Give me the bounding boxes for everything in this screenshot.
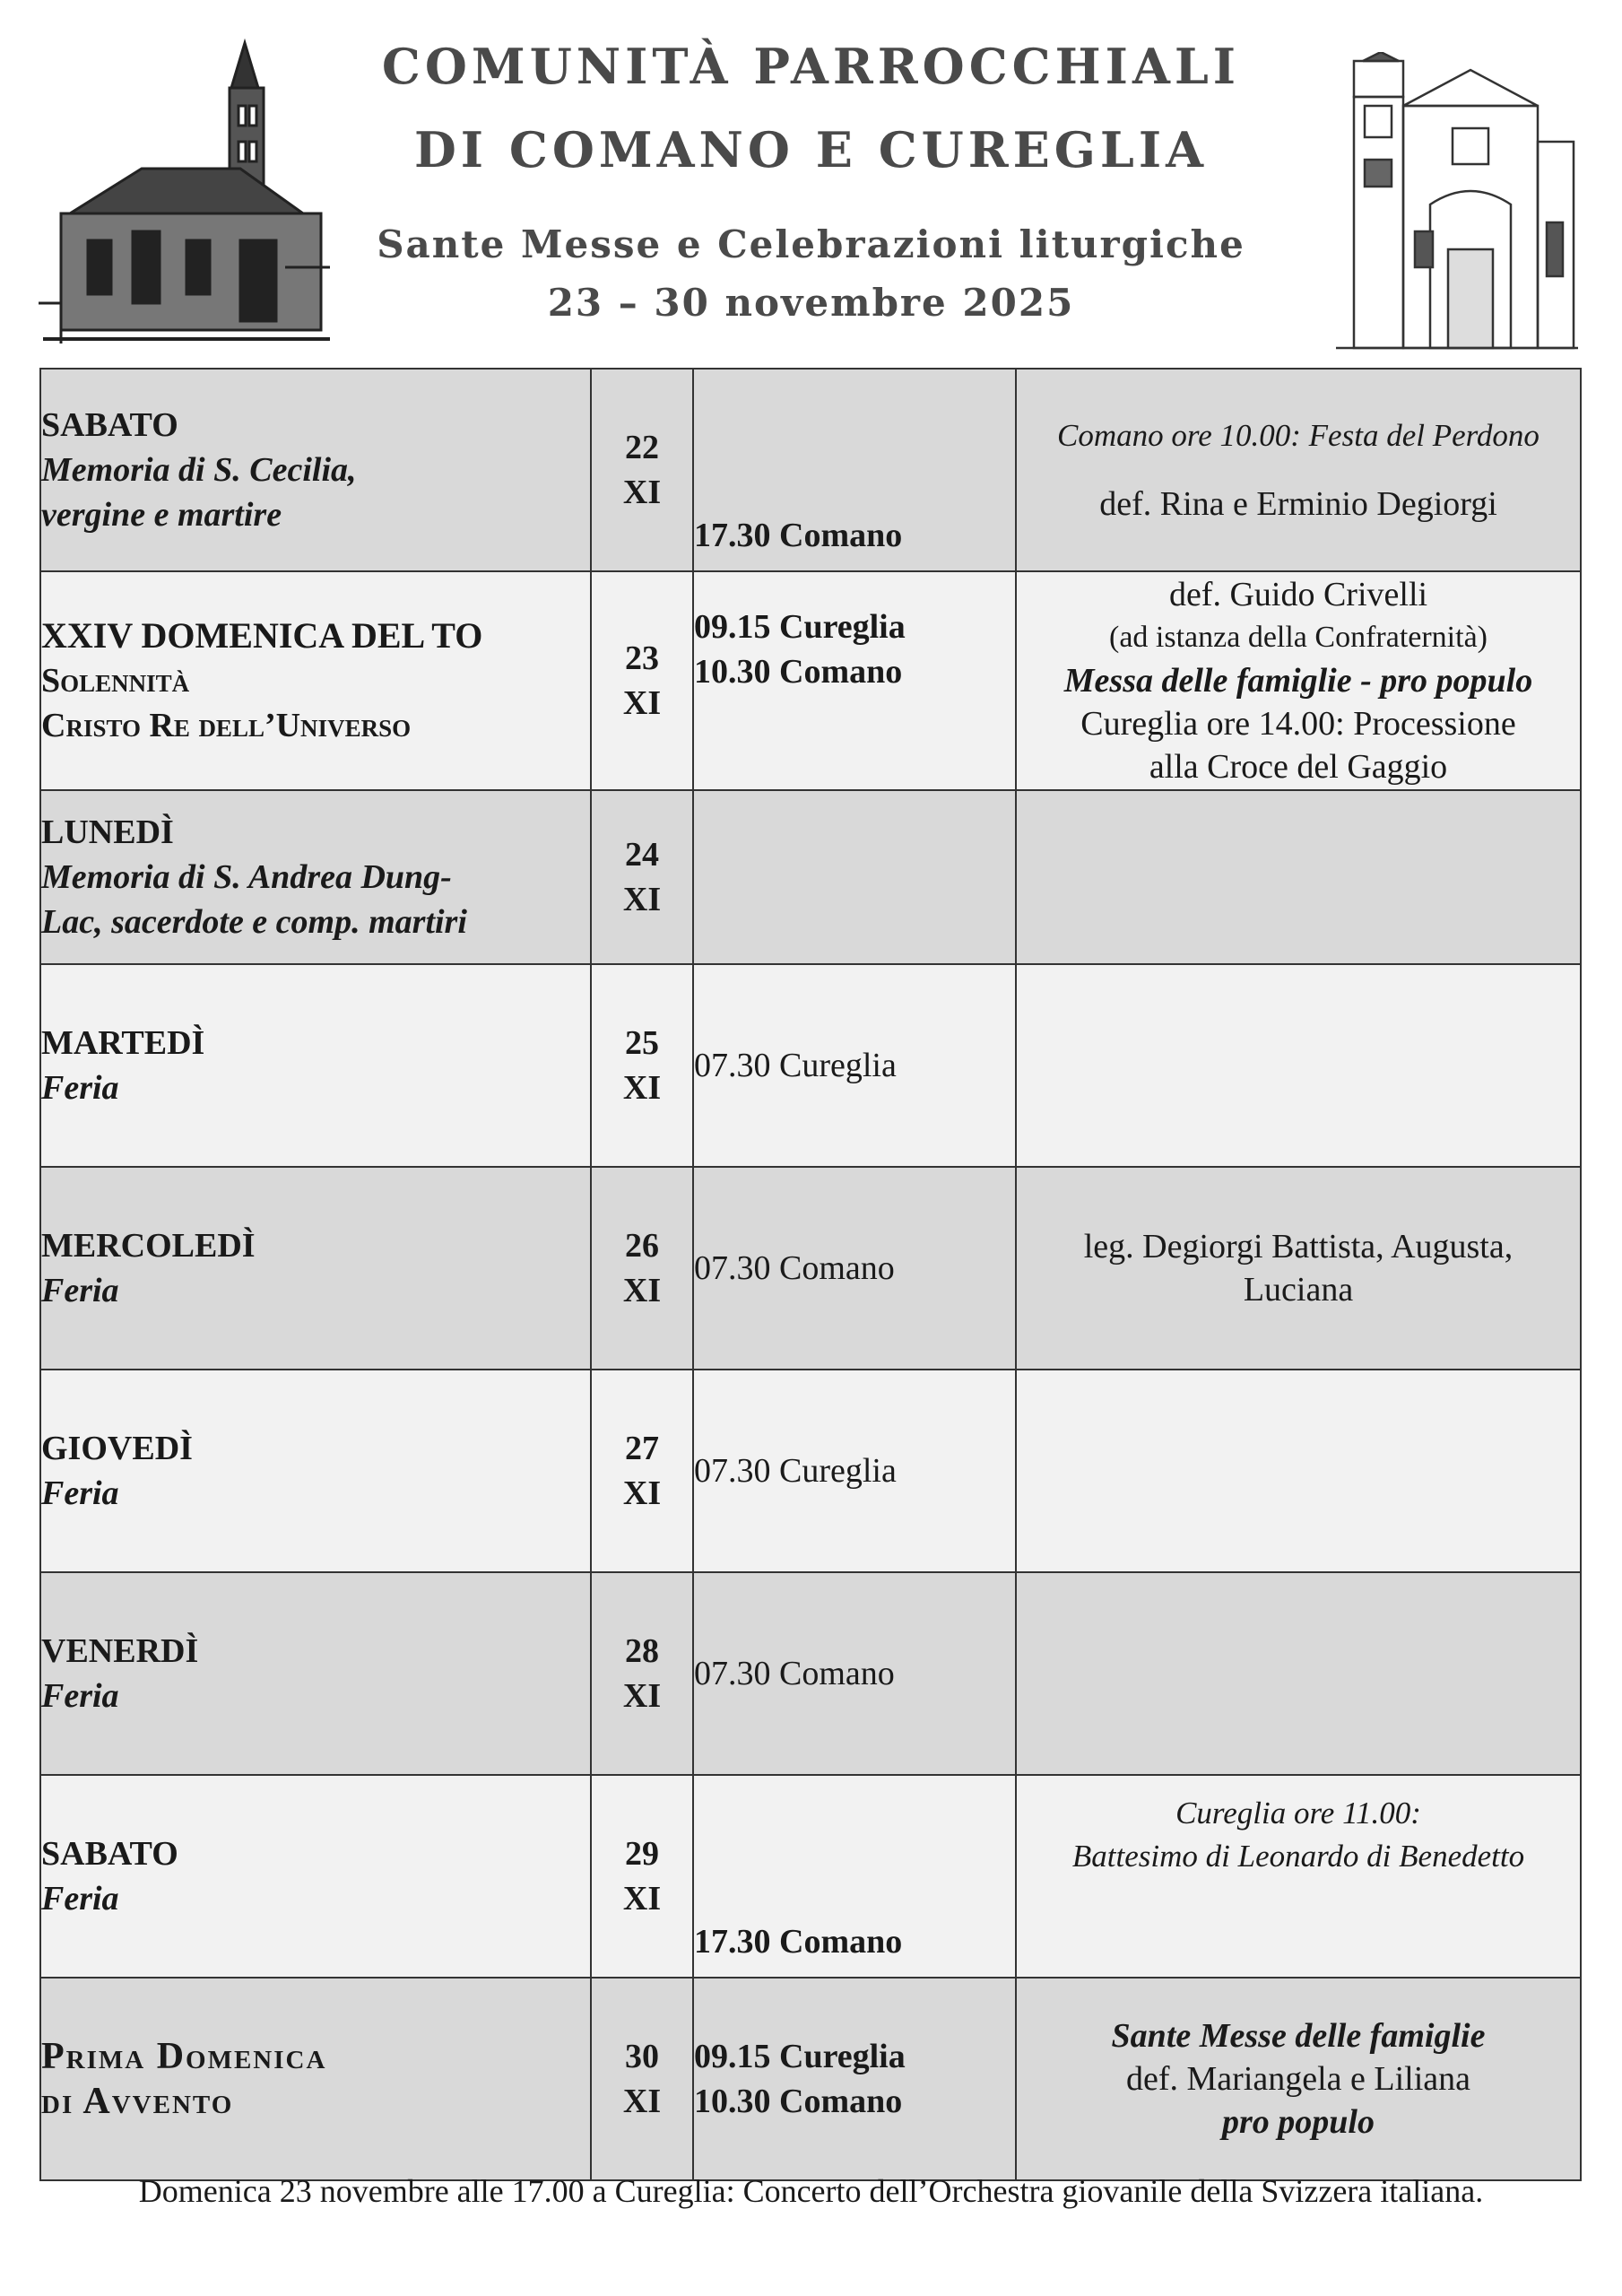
date-number: 26 — [625, 1227, 659, 1265]
table-row — [40, 1167, 1581, 1370]
date-month: XI — [622, 474, 662, 511]
day-name: di Avvento — [41, 2081, 234, 2122]
table-row — [40, 964, 1581, 1167]
day-cell — [40, 1572, 591, 1775]
date-number: 22 — [625, 429, 659, 466]
table-row — [40, 571, 1581, 790]
day-subtitle: Feria — [41, 1677, 119, 1715]
day-name: MERCOLEDÌ — [41, 1227, 256, 1265]
date-month: XI — [622, 1474, 662, 1512]
note: alla Croce del Gaggio — [1149, 748, 1448, 786]
day-cell — [40, 1775, 591, 1978]
notes-cell — [1016, 790, 1581, 964]
time-cell — [693, 1978, 1016, 2180]
day-subtitle: Lac, sacerdote e comp. martiri — [41, 903, 467, 941]
time-cell — [693, 1775, 1016, 1978]
notes-cell — [1016, 571, 1581, 790]
time-cell — [693, 790, 1016, 964]
day-subtitle: Feria — [41, 1880, 119, 1918]
day-name: GIOVEDÌ — [41, 1430, 193, 1467]
day-name: LUNEDÌ — [41, 813, 174, 851]
mass-time: 09.15 Cureglia — [694, 2038, 906, 2075]
day-name: XXIV DOMENICA DEL TO — [41, 615, 483, 656]
mass-time: 07.30 Cureglia — [694, 1047, 897, 1084]
date-number: 29 — [625, 1835, 659, 1873]
date-cell — [591, 1978, 693, 2180]
day-name: SABATO — [41, 1835, 178, 1873]
day-subtitle: Feria — [41, 1474, 119, 1512]
notes-cell — [1016, 1775, 1581, 1978]
day-subtitle: Feria — [41, 1069, 119, 1107]
date-cell — [591, 964, 693, 1167]
date-cell — [591, 1572, 693, 1775]
day-subtitle: vergine e martire — [41, 496, 282, 534]
day-subtitle: Feria — [41, 1272, 119, 1309]
table-row — [40, 790, 1581, 964]
mass-time: 10.30 Comano — [694, 2083, 903, 2120]
day-subtitle: Solennità — [41, 662, 190, 700]
note: Battesimo di Leonardo di Benedetto — [1071, 1839, 1525, 1874]
note: def. Mariangela e Liliana — [1125, 2060, 1471, 2098]
day-cell — [40, 369, 591, 571]
date-cell — [591, 790, 693, 964]
mass-time: 09.15 Cureglia — [694, 608, 906, 646]
date-month: XI — [622, 684, 662, 722]
date-cell — [591, 1370, 693, 1572]
date-cell — [591, 369, 693, 571]
date-month: XI — [622, 1272, 662, 1309]
day-subtitle: Memoria di S. Andrea Dung- — [41, 858, 452, 896]
note: Messa delle famiglie - pro populo — [1063, 662, 1533, 700]
date-range: 23 – 30 novembre 2025 — [547, 281, 1075, 325]
date-month: XI — [622, 2083, 662, 2120]
title-line-2: DI COMANO E CUREGLIA — [413, 121, 1209, 178]
note: def. Guido Crivelli — [1168, 576, 1428, 613]
date-cell — [591, 571, 693, 790]
date-number: 25 — [625, 1024, 659, 1062]
note: def. Rina e Erminio Degiorgi — [1099, 485, 1497, 523]
notes-cell — [1016, 1167, 1581, 1370]
time-cell — [693, 369, 1016, 571]
notes-cell — [1016, 964, 1581, 1167]
note: Luciana — [1243, 1271, 1354, 1309]
table-row — [40, 1978, 1581, 2180]
day-cell — [40, 1167, 591, 1370]
notes-cell — [1016, 1572, 1581, 1775]
date-number: 28 — [625, 1632, 659, 1670]
note: leg. Degiorgi Battista, Augusta, — [1083, 1228, 1514, 1265]
mass-time: 17.30 Comano — [694, 517, 903, 554]
date-number: 23 — [625, 639, 659, 677]
note: (ad istanza della Confraternità) — [1109, 621, 1488, 654]
notes-cell — [1016, 1978, 1581, 2180]
day-subtitle: Memoria di S. Cecilia, — [41, 451, 357, 489]
table-row — [40, 369, 1581, 571]
mass-time: 07.30 Cureglia — [694, 1452, 897, 1490]
table-row — [40, 1370, 1581, 1572]
date-cell — [591, 1167, 693, 1370]
time-cell — [693, 1370, 1016, 1572]
day-cell — [40, 1370, 591, 1572]
day-cell — [40, 571, 591, 790]
church-right-illustration — [1336, 52, 1578, 357]
notes-cell — [1016, 1370, 1581, 1572]
day-name: VENERDÌ — [41, 1632, 199, 1670]
date-number: 30 — [625, 2038, 659, 2075]
day-cell — [40, 1978, 591, 2180]
date-month: XI — [622, 881, 662, 918]
time-cell — [693, 1572, 1016, 1775]
mass-time: 07.30 Comano — [694, 1249, 895, 1287]
date-number: 24 — [625, 836, 659, 874]
mass-time: 10.30 Comano — [694, 653, 903, 691]
notes-cell — [1016, 369, 1581, 571]
note: Cureglia ore 14.00: Processione — [1080, 705, 1516, 743]
mass-time: 17.30 Comano — [694, 1923, 903, 1961]
day-name: MARTEDÌ — [41, 1024, 205, 1062]
day-cell — [40, 790, 591, 964]
title-line-1: COMUNITÀ PARROCCHIALI — [381, 38, 1241, 95]
date-month: XI — [622, 1677, 662, 1715]
date-number: 27 — [625, 1430, 659, 1467]
time-cell — [693, 571, 1016, 790]
table-row — [40, 1572, 1581, 1775]
subtitle: Sante Messe e Celebrazioni liturgiche — [377, 222, 1245, 266]
header — [0, 0, 1622, 368]
note: Cureglia ore 11.00: — [1175, 1796, 1421, 1831]
time-cell — [693, 1167, 1016, 1370]
date-month: XI — [622, 1069, 662, 1107]
schedule-table — [39, 368, 1582, 2181]
day-name: Prima Domenica — [41, 2036, 327, 2077]
footer-note: Domenica 23 novembre alle 17.00 a Cureglia: Concerto dell’Orchestra giovanile della Svizzera italiana. — [138, 2173, 1484, 2209]
note: Comano ore 10.00: Festa del Perdono — [1057, 418, 1540, 453]
table-row — [40, 1775, 1581, 1978]
note: pro populo — [1222, 2103, 1375, 2141]
note: Sante Messe delle famiglie — [1111, 2017, 1486, 2055]
date-month: XI — [622, 1880, 662, 1918]
time-cell — [693, 964, 1016, 1167]
day-subtitle: Cristo Re dell’Universo — [41, 707, 412, 744]
day-cell — [40, 964, 591, 1167]
date-cell — [591, 1775, 693, 1978]
mass-time: 07.30 Comano — [694, 1655, 895, 1692]
day-name: SABATO — [41, 406, 178, 444]
